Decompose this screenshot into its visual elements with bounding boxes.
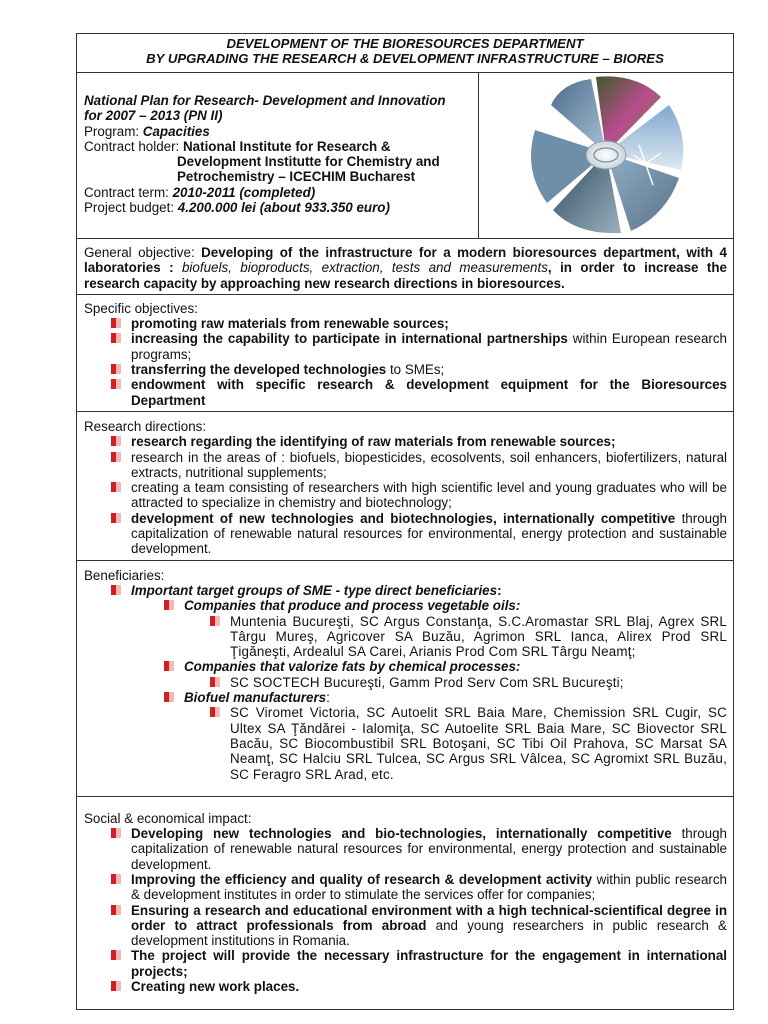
- general-objective-label: General objective:: [84, 245, 202, 260]
- list-item: [84, 377, 727, 408]
- list-item: [84, 480, 727, 511]
- list-item: [84, 583, 727, 598]
- bullet-icon: [111, 950, 121, 960]
- general-objective-labs: biofuels, bioproducts, extraction, tests and measurements: [181, 260, 548, 276]
- item-bold: increasing the capability to participate in international partnerships: [131, 331, 568, 347]
- bullet-icon: [111, 513, 121, 523]
- beneficiary-group-list: [84, 659, 727, 674]
- list-item: [84, 675, 727, 690]
- list-item: [84, 903, 727, 949]
- impact-list: [84, 826, 727, 994]
- bullet-icon: [111, 828, 121, 838]
- bioresources-logo-image: [521, 75, 691, 235]
- holder-line: [84, 139, 472, 154]
- beneficiaries-list: [84, 583, 727, 598]
- item-bold: transferring the developed technologies: [131, 362, 387, 378]
- item-text: through capitalization of renewable natural resources for environmental, energy protection and sustainable development.: [131, 510, 728, 557]
- bullet-icon: [111, 905, 121, 915]
- item-bold: development of new technologies and biotechnologies, internationally competitive: [131, 510, 676, 526]
- holder-value-2: Development Institutte for Chemistry and: [177, 154, 440, 170]
- item-bold: Improving the efficiency and quality of research & development activity: [131, 871, 593, 887]
- group-name: Companies that produce and process vegetable oils:: [184, 598, 521, 614]
- bullet-icon: [210, 677, 220, 687]
- list-item: [84, 690, 727, 705]
- research-directions-label: Research directions:: [84, 418, 207, 434]
- item-text: and young researchers in public research & development institutions in Romania.: [131, 917, 727, 949]
- bullet-icon: [111, 482, 121, 492]
- bullet-icon: [210, 707, 220, 717]
- bullet-icon: [164, 661, 174, 671]
- bullet-icon: [111, 981, 121, 991]
- item-bold: promoting raw materials from renewable sources;: [131, 316, 449, 332]
- impact-label: Social & economical impact:: [84, 810, 252, 826]
- item-text: research in the areas of : biofuels, biopesticides, ecosolvents, soil enhancers, biofertilizers, natural extracts, nutritional supplements;: [131, 449, 727, 480]
- list-item: [84, 705, 727, 781]
- list-item: [84, 331, 727, 362]
- company-names: SC Viromet Victoria, SC Autoelit SRL Baia Mare, Chemission SRL Cugir, SC Ultex SA Ţăndărei - Ialomiţa, SC Autoelite SRL Baia Mare, SC Biovector SRL Bacău, SC Biocombustibil SRL Botoşani, SC Tibi Oil Prahova, SC Marsat SA Neamţ, SC Halciu SRL Tulcea, SC Argus SRL Vâlcea, SC Agromixt SRL Buzău, SC Feragro SRL Arad, etc.: [230, 705, 727, 782]
- list-item: [84, 659, 727, 674]
- group-name: Companies that valorize fats by chemical processes:: [184, 659, 521, 675]
- list-item: [84, 434, 727, 449]
- group-name: Biofuel manufacturers: [184, 690, 327, 706]
- holder-value-1: National Institute for Research &: [183, 138, 391, 154]
- item-text: to SMEs;: [386, 362, 445, 378]
- general-objective-text-1: Developing of the infrastructure for a modern bioresources department, with 4 laboratories :: [84, 245, 727, 276]
- general-objective-section: [77, 239, 733, 295]
- document-table: [76, 33, 734, 1010]
- bullet-icon: [111, 874, 121, 884]
- term-value: 2010-2011 (completed): [172, 184, 316, 200]
- item-text: creating a team consisting of researchers with high scientific level and young graduates who will be attracted to specialize in chemistry and biotechnology;: [131, 480, 727, 511]
- budget-value: 4.200.000 lei (about 933.350 euro): [177, 200, 390, 216]
- budget-line: [84, 200, 472, 215]
- research-directions-section: [77, 412, 733, 561]
- list-item: [84, 450, 727, 481]
- list-item: [84, 948, 727, 979]
- plan-line-1: National Plan for Research- Development and Innovation: [84, 93, 446, 108]
- holder-value-3: Petrochemistry – ICECHIM Bucharest: [177, 169, 416, 185]
- group-suffix: :: [326, 690, 330, 706]
- target-groups-colon: :: [497, 582, 502, 598]
- item-text: within public research & development institutes in order to stimulate the services offer for companies;: [131, 871, 728, 903]
- item-bold: endowment with specific research & development equipment for the Bioresources Department: [131, 377, 727, 408]
- bullet-icon: [111, 379, 121, 389]
- budget-label: Project budget:: [84, 200, 178, 216]
- bullet-icon: [164, 600, 174, 610]
- program-value: Capacities: [142, 123, 210, 139]
- bullet-icon: [111, 585, 121, 595]
- list-item: [84, 362, 727, 377]
- beneficiaries-section: [77, 561, 733, 797]
- list-item: [84, 511, 727, 557]
- list-item: [84, 979, 727, 994]
- list-item: [84, 598, 727, 613]
- bullet-icon: [111, 318, 121, 328]
- list-item: [84, 316, 727, 331]
- item-bold: Creating new work places.: [131, 979, 300, 995]
- beneficiary-group-list: [84, 598, 727, 613]
- company-list: [84, 705, 727, 781]
- company-list: [84, 675, 727, 690]
- item-bold: Ensuring a research and educational environment with a high technical-scientifical degree in order to attract professionals from abroad: [131, 902, 727, 933]
- company-list: [84, 614, 727, 660]
- program-label: Program:: [84, 123, 143, 139]
- item-bold: The project will provide the necessary infrastructure for the engagement in international projects;: [131, 948, 727, 979]
- document-title: [77, 34, 733, 73]
- bullet-icon: [111, 452, 121, 462]
- item-bold: research regarding the identifying of raw materials from renewable sources;: [131, 434, 616, 450]
- research-directions-list: [84, 434, 727, 556]
- bullet-icon: [111, 436, 121, 446]
- target-groups-heading: Important target groups of SME - type direct beneficiaries: [131, 582, 498, 598]
- item-text: within European research programs;: [131, 331, 727, 362]
- bullet-icon: [210, 616, 220, 626]
- plan-line-2: for 2007 – 2013 (PN II): [84, 108, 223, 124]
- title-line-1: DEVELOPMENT OF THE BIORESOURCES DEPARTMENT: [226, 36, 584, 51]
- specific-objectives-section: [77, 295, 733, 412]
- item-text: through capitalization of renewable natural resources for environmental, energy protection and sustainable development.: [131, 826, 727, 872]
- bullet-icon: [111, 333, 121, 343]
- beneficiaries-label: Beneficiaries:: [84, 567, 165, 583]
- specific-objectives-label: Specific objectives:: [84, 300, 198, 316]
- list-item: [84, 614, 727, 660]
- list-item: [84, 826, 727, 872]
- program-line: [84, 124, 472, 139]
- company-names: SC SOCTECH Bucureşti, Gamm Prod Serv Com SRL Bucureşti;: [230, 674, 624, 690]
- title-line-2: BY UPGRADING THE RESEARCH & DEVELOPMENT INFRASTRUCTURE – BIORES: [146, 51, 664, 66]
- term-line: [84, 185, 472, 200]
- specific-objectives-list: [84, 316, 727, 408]
- bullet-icon: [164, 692, 174, 702]
- holder-label: Contract holder:: [84, 138, 183, 154]
- beneficiary-group-list: [84, 690, 727, 705]
- term-label: Contract term:: [84, 184, 173, 200]
- project-info: [77, 73, 479, 238]
- item-bold: Developing new technologies and bio-technologies, internationally competitive: [131, 826, 672, 842]
- project-info-row: [77, 73, 733, 239]
- general-objective-text-2: , in order to increase the research capacity by approaching new research directions in bioresources.: [84, 260, 727, 291]
- bioresources-logo-cell: [479, 73, 733, 238]
- bullet-icon: [111, 364, 121, 374]
- impact-section: [77, 797, 733, 1010]
- company-names: Muntenia Bucureşti, SC Argus Constanţa, S.C.Aromastar SRL Blaj, Agrex SRL Târgu Mureş, Agricover SA Buzău, Agrimon SRL Ianca, Alirex Prod SRL Ţigăneşti, Ardealul SA Carei, Arianis Prod Com SRL Târgu Neamţ;: [230, 613, 727, 660]
- list-item: [84, 872, 727, 903]
